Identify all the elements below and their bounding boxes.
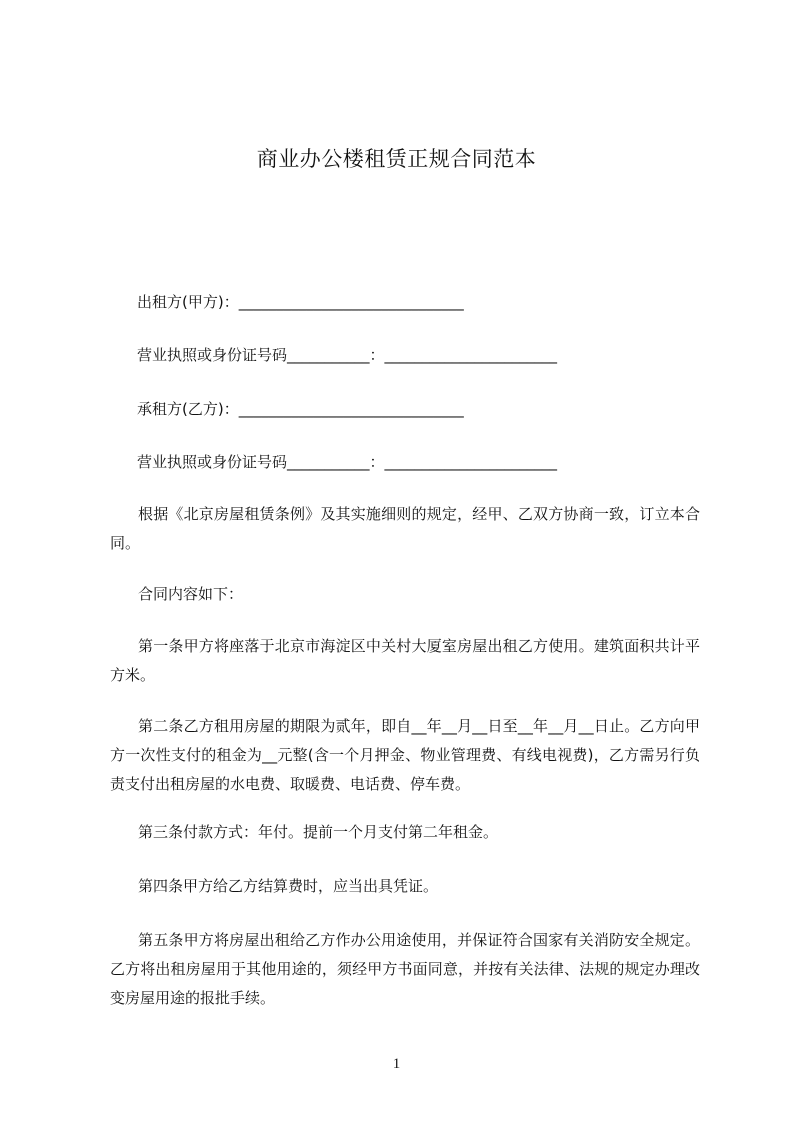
article-3-paragraph: 第三条付款方式：年付。提前一个月支付第二年租金。 bbox=[138, 823, 499, 841]
document-title: 商业办公楼租赁正规合同范本 bbox=[256, 147, 537, 171]
lessor-license-field: 营业执照或身份证号码___________：_______________________ bbox=[137, 346, 558, 364]
lessor-field: 出租方(甲方)：______________________________ bbox=[137, 293, 464, 311]
lessee-field: 承租方(乙方)：______________________________ bbox=[137, 400, 464, 418]
article-5-paragraph: 第五条甲方将房屋出租给乙方作办公用途使用，并保证符合国家有关消防安全规定。乙方将出租房屋用于其他用途的，须经甲方书面同意，并按有关法律、法规的规定办理改变房屋用途的报批手续。 bbox=[110, 931, 700, 1007]
article-4-paragraph: 第四条甲方给乙方结算费时，应当出具凭证。 bbox=[138, 877, 439, 895]
page-number: 1 bbox=[392, 1056, 401, 1072]
article-2-paragraph: 第二条乙方租用房屋的期限为贰年，即自__年__月__日至__年__月__日止。乙方向甲方一次性支付的租金为__元整(含一个月押金、物业管理费、有线电视费)，乙方需另行负责支付出租房屋的水电费、取暖费、电话费、停车费。 bbox=[110, 717, 700, 793]
lessee-license-field: 营业执照或身份证号码___________：_______________________ bbox=[137, 453, 558, 471]
article-1-paragraph: 第一条甲方将座落于北京市海淀区中关村大厦室房屋出租乙方使用。建筑面积共计平方米。 bbox=[110, 637, 700, 684]
contents-intro-paragraph: 合同内容如下： bbox=[138, 585, 244, 603]
preamble-paragraph: 根据《北京房屋租赁条例》及其实施细则的规定，经甲、乙双方协商一致，订立本合同。 bbox=[110, 505, 700, 552]
